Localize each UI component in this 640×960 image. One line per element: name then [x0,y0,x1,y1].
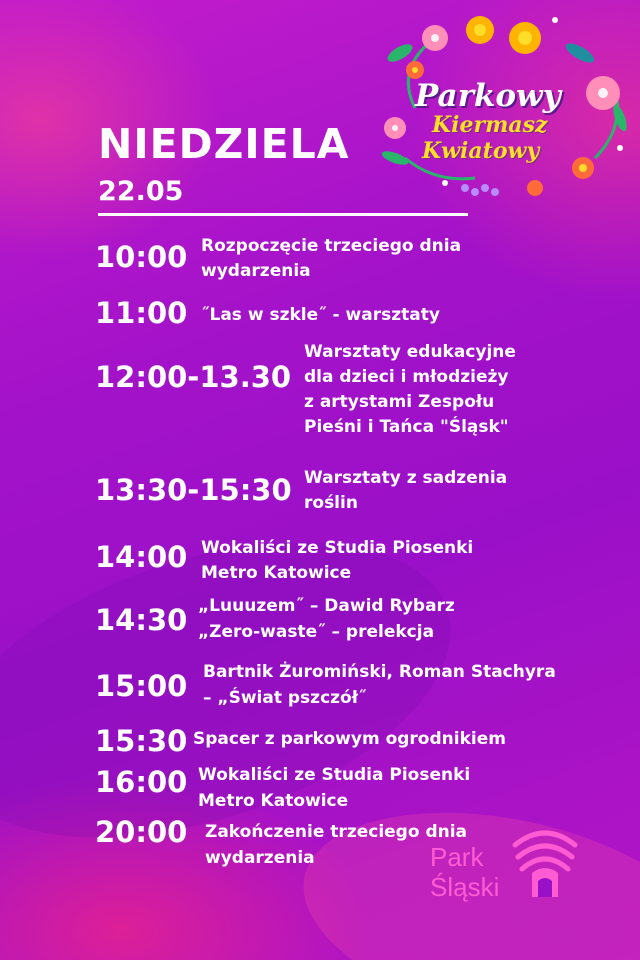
schedule-description: ˝Las w szkle˝ - warsztaty [201,305,440,325]
day-title: NIEDZIELA [98,120,350,168]
schedule-time: 10:00 [95,240,188,274]
schedule-time: 12:00-13.30 [95,360,292,394]
schedule-time: 16:00 [95,765,188,799]
schedule-time: 11:00 [95,296,188,330]
day-date: 22.05 [98,176,184,207]
schedule-description: Spacer z parkowym ogrodnikiem [193,729,506,749]
schedule-time: 14:30 [95,603,188,637]
park-logo-text: Śląski [430,872,500,902]
schedule-time: 20:00 [95,815,188,849]
schedule-description: Wokaliści ze Studia Piosenki [198,765,471,785]
event-logo-subtitle: Kwiatowy [422,138,540,164]
schedule-description: Metro Katowice [198,791,349,811]
schedule-description: Pieśni i Tańca "Śląsk" [304,417,509,437]
park-logo-text: Park [430,842,484,872]
schedule-description: wydarzenia [205,848,315,868]
schedule-description: Zakończenie trzeciego dnia [205,822,468,842]
schedule-time: 15:30 [95,724,188,758]
schedule-time: 15:00 [95,669,188,703]
divider [98,213,468,216]
schedule-description: Wokaliści ze Studia Piosenki [201,538,474,558]
event-logo-title: Parkowy [415,78,561,114]
schedule-description: „Zero-waste˝ – prelekcja [198,622,435,642]
schedule-description: Bartnik Żuromiński, Roman Stachyra [203,662,556,682]
schedule-description: wydarzenia [201,261,311,281]
park-logo-icon [510,825,580,900]
schedule-description: dla dzieci i młodzieży [304,367,509,387]
event-logo-subtitle: Kiermasz [432,112,548,138]
schedule-time: 13:30-15:30 [95,473,292,507]
schedule-description: Rozpoczęcie trzeciego dnia [201,236,462,256]
schedule-description: Warsztaty edukacyjne [304,342,516,362]
schedule-description: roślin [304,493,358,513]
schedule-description: z artystami Zespołu [304,392,495,412]
schedule-description: – „Świat pszczół˝ [203,688,367,708]
schedule-description: Warsztaty z sadzenia [304,468,508,488]
schedule-description: „Luuuzem˝ – Dawid Rybarz [198,596,455,616]
schedule-time: 14:00 [95,540,188,574]
schedule-description: Metro Katowice [201,563,352,583]
